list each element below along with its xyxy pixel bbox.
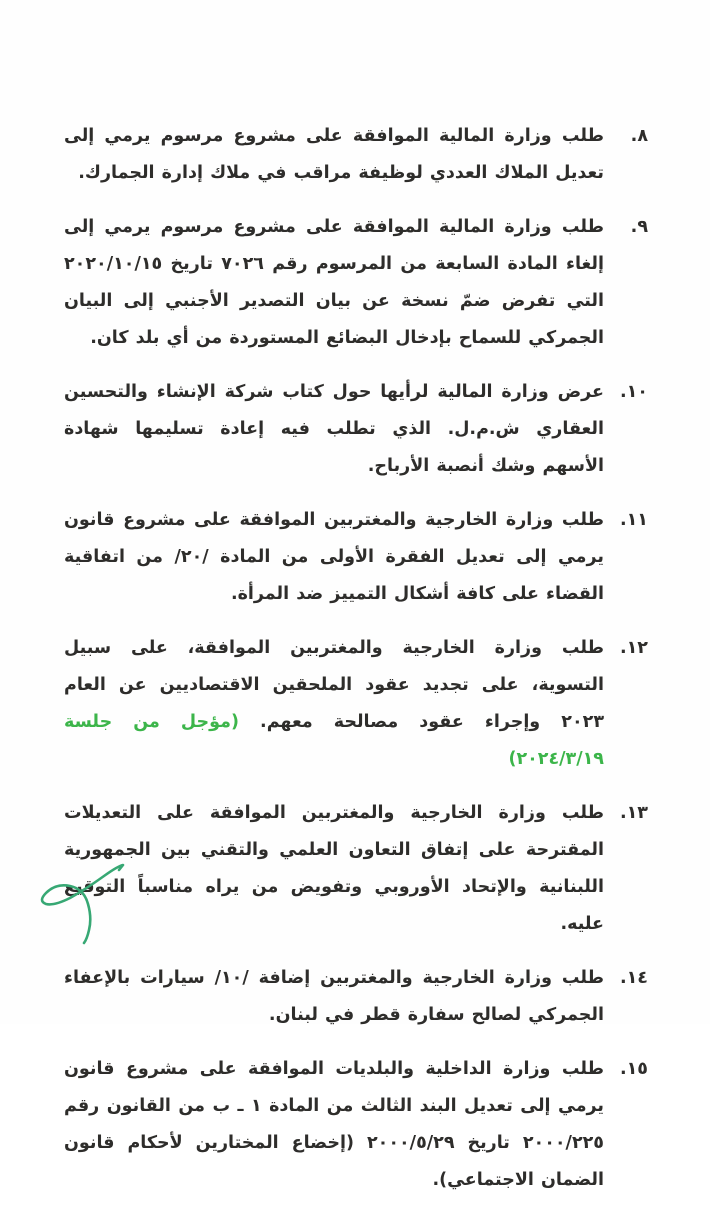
item-text [64, 960, 604, 1034]
item-body-text: عرض وزارة المالية لرأيها حول كتاب شركة الإنشاء والتحسين العقاري ش.م.ل. الذي تطلب فيه إعادة تسليمها شهادة الأسهم وشك أنصبة الأرباح. [64, 382, 604, 476]
agenda-item-15 [64, 1051, 648, 1199]
item-text [64, 1051, 604, 1199]
item-text [64, 118, 604, 192]
item-body-text: طلب وزارة الخارجية والمغتربين إضافة /١٠/ سيارات بالإعفاء الجمركي لصالح سفارة قطر في لبنان. [64, 968, 604, 1025]
agenda-list [64, 118, 648, 1216]
item-body-text: طلب وزارة المالية الموافقة على مشروع مرسوم يرمي إلى تعديل الملاك العددي لوظيفة مراقب في ملاك إدارة الجمارك. [64, 126, 604, 183]
agenda-item-14 [64, 960, 648, 1034]
agenda-item-8 [64, 118, 648, 192]
item-body-text: طلب وزارة المالية الموافقة على مشروع مرسوم يرمي إلى إلغاء المادة السابعة من المرسوم رقم ٧٠٢٦ تاريخ ٢٠٢٠/١٠/١٥ التي تفرض ضمّ نسخة عن بيان التصدير الأجنبي إلى البيان الجمركي للسماح بإدخال البضائع المستوردة من أي بلد كان. [64, 217, 604, 348]
item-number: ٩. [630, 217, 648, 237]
item-number: ١٥. [619, 1059, 648, 1079]
agenda-item-10 [64, 374, 648, 485]
agenda-item-9 [64, 209, 648, 357]
item-text [64, 374, 604, 485]
item-number: ٨. [630, 126, 648, 146]
item-number: ١٢. [619, 638, 648, 658]
postponed-annotation: (مؤجل من جلسة ٢٠٢٤/٣/١٩) [64, 712, 604, 769]
item-body-text: طلب وزارة الداخلية والبلديات الموافقة على مشروع قانون يرمي إلى تعديل البند الثالث من المادة ١ ـ ب من القانون رقم ٢٠٠٠/٢٢٥ تاريخ ٢٠٠٠/٥/٢٩ (إخضاع المختارين لأحكام قانون الضمان الاجتماعي). [64, 1059, 604, 1190]
item-text [64, 209, 604, 357]
item-number: ١٠. [619, 382, 648, 402]
item-number: ١٤. [619, 968, 648, 988]
item-text [64, 630, 604, 778]
item-text [64, 795, 604, 943]
agenda-item-12 [64, 630, 648, 778]
item-number: ١٣. [619, 803, 648, 823]
item-body-text: طلب وزارة الخارجية والمغتربين الموافقة على مشروع قانون يرمي إلى تعديل الفقرة الأولى من المادة /٢٠/ من اتفاقية القضاء على كافة أشكال التمييز ضد المرأة. [64, 510, 604, 604]
agenda-item-11 [64, 502, 648, 613]
item-body-text: طلب وزارة الخارجية والمغتربين الموافقة، على سبيل التسوية، على تجديد عقود الملحقين الاقتصاديين عن العام ٢٠٢٣ وإجراء عقود مصالحة معهم. [64, 638, 605, 732]
item-number: ١١. [619, 510, 648, 530]
agenda-item-13 [64, 795, 648, 943]
item-text [64, 502, 604, 613]
item-body-text: طلب وزارة الخارجية والمغتربين الموافقة على التعديلات المقترحة على إتفاق التعاون العلمي والتقني بين الجمهورية اللبنانية والإتحاد الأوروبي وتفويض من يراه مناسباً التوقيع عليه. [64, 803, 604, 934]
